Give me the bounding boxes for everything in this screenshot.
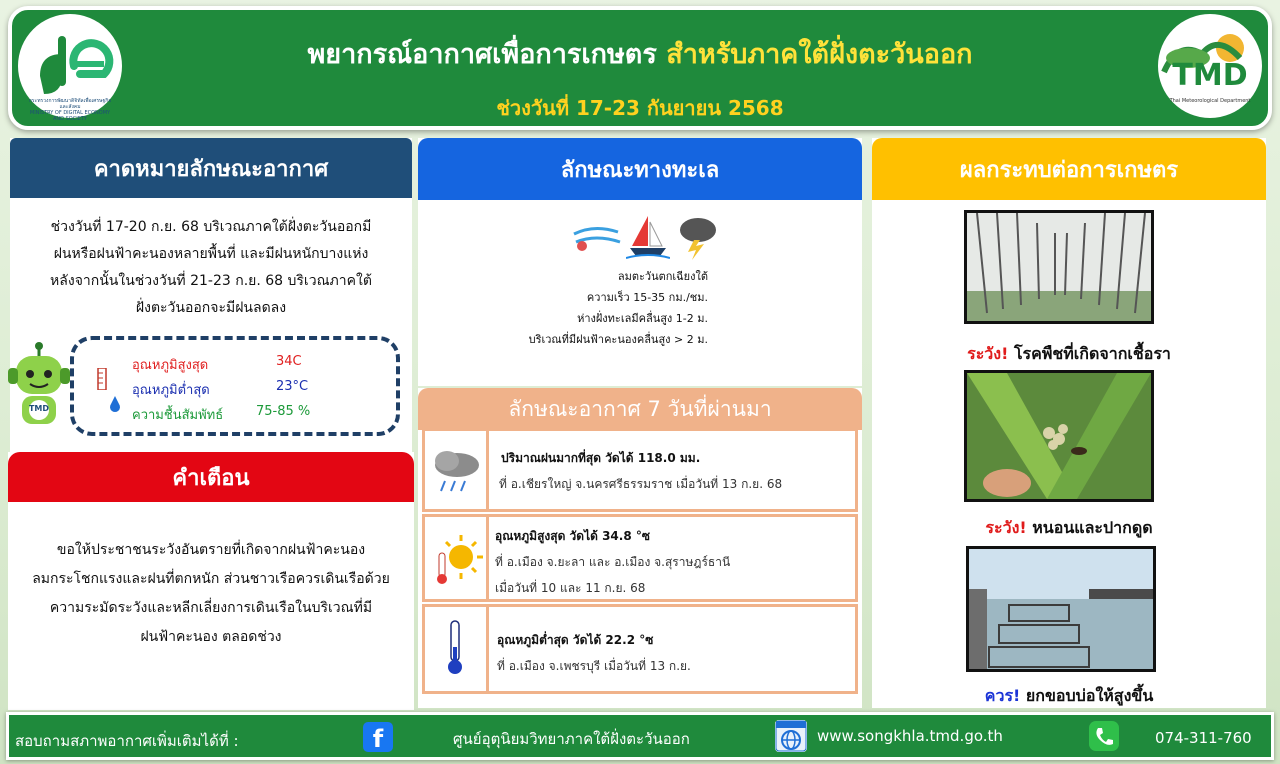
impact-caption-text: ยกขอบบ่อให้สูงขึ้น (1025, 686, 1154, 705)
forecast-line: ฝั่งตะวันออกจะมีฝนลดลง (135, 300, 287, 316)
past-week-row-detail: ที่ อ.เมือง จ.เพชรบุรี เมื่อวันที่ 13 ก.ย. (497, 659, 691, 673)
warning-text (16, 536, 406, 652)
mascot-badge-text: TMD (28, 404, 50, 413)
fish-cage-photo (966, 546, 1156, 672)
sea-line: ลมตะวันตกเฉียงใต้ (617, 270, 708, 283)
past-week-row (422, 428, 858, 512)
header-banner (8, 6, 1272, 130)
sea-heading (418, 138, 862, 200)
warning-panel (8, 452, 414, 710)
website-link[interactable]: www.songkhla.tmd.go.th (817, 727, 1003, 745)
thermometer-cold-icon (425, 607, 489, 691)
forecast-text (20, 214, 402, 322)
impact-caption (872, 342, 1266, 367)
ministry-logo (18, 14, 122, 122)
past-week-row (422, 604, 858, 694)
warning-line: ลมกระโชกแรงและฝนที่ตกหนัก ส่วนชาวเรือควรเดินเรือด้วย (32, 571, 390, 587)
tmd-logo-text: TMD (1172, 58, 1248, 93)
title-main: พยากรณ์อากาศเพื่อการเกษตร (307, 39, 657, 70)
tmd-logo-caption: Thai Meteorological Department (1169, 98, 1251, 104)
past-week-row-detail: ที่ อ.เชียรใหญ่ จ.นครศรีธรรมราช เมื่อวันที่ 13 ก.ย. 68 (499, 477, 783, 491)
impact-caption-prefix: ควร! (984, 686, 1021, 705)
forecast-heading (10, 138, 412, 198)
impact-caption-prefix: ระวัง! (967, 344, 1009, 363)
past-week-heading (418, 388, 862, 430)
max-temp-label: อุณหภูมิสูงสุด (132, 358, 209, 373)
facebook-icon-glyph: f (372, 725, 384, 753)
thermometer-scale-icon (96, 368, 108, 390)
warning-heading-text: คำเตือน (172, 465, 250, 491)
past-week-row-title: อุณหภูมิต่ำสุด วัดได้ 22.2 °ซ (497, 633, 654, 647)
sailboat-icon (626, 214, 670, 260)
ministry-logo-caption: กระทรวงการพัฒนาดิจิทัลเพื่อเศรษฐกิจและสังคม (28, 98, 112, 110)
past-week-row (422, 514, 858, 602)
sun-thermometer-icon (425, 517, 489, 599)
rain-cloud-icon (425, 431, 489, 509)
past-week-heading-text: ลักษณะอากาศ 7 วันที่ผ่านมา (508, 396, 772, 421)
warning-heading (8, 452, 414, 502)
impact-caption-text: หนอนและปากดูด (1032, 518, 1153, 537)
date-range: ช่วงวันที่ 17-23 กันยายน 2568 (496, 96, 784, 120)
rubber-plantation-photo (964, 210, 1154, 324)
impact-heading-text: ผลกระทบต่อการเกษตร (959, 157, 1179, 183)
min-temp-label: อุณหภูมิต่ำสุด (132, 383, 210, 398)
website-icon[interactable] (775, 720, 807, 752)
humidity-label: ความชื้นสัมพัทธ์ (132, 408, 224, 423)
sea-heading-text: ลักษณะทางทะเล (560, 157, 720, 183)
page-title (12, 32, 1268, 75)
storm-icon (674, 214, 722, 260)
impact-caption-text: โรคพืชที่เกิดจากเชื้อรา (1013, 344, 1171, 363)
past-week-row-title: ปริมาณฝนมากที่สุด วัดได้ 118.0 มม. (501, 451, 701, 465)
humidity-value: 75-85 % (256, 404, 311, 419)
tmd-mascot (6, 342, 72, 432)
warning-line: ฝนฟ้าคะนอง ตลอดช่วง (140, 629, 282, 645)
warning-line: ขอให้ประชาชนระวังอันตรายที่เกิดจากฝนฟ้าคะนอง (56, 542, 366, 558)
footer-bar (6, 712, 1274, 760)
tmd-logo (1158, 14, 1262, 118)
climate-summary-box (70, 336, 400, 436)
phone-icon[interactable] (1089, 721, 1119, 751)
ministry-logo-caption-en: MINISTRY OF DIGITAL ECONOMY AND SOCIETY (29, 110, 111, 122)
pest-on-plant-photo (964, 370, 1154, 502)
past-week-row-detail: เมื่อวันที่ 10 และ 11 ก.ย. 68 (495, 581, 646, 595)
water-drop-icon (108, 394, 122, 414)
past-week-row-detail: ที่ อ.เมือง จ.ยะลา และ อ.เมือง จ.สุราษฎร์ธานี (495, 555, 731, 569)
forecast-heading-text: คาดหมายลักษณะอากาศ (93, 156, 329, 182)
forecast-line: ช่วงวันที่ 17-20 ก.ย. 68 บริเวณภาคใต้ฝั่งตะวันออกมี (50, 219, 372, 235)
facebook-icon[interactable] (363, 722, 393, 752)
impact-caption-prefix: ระวัง! (985, 518, 1027, 537)
wind-icon (570, 220, 624, 256)
min-temp-value: 23°C (276, 379, 309, 394)
impact-heading (872, 138, 1266, 200)
sea-line: บริเวณที่มีฝนฟ้าคะนองคลื่นสูง > 2 ม. (528, 333, 708, 346)
forecast-line: หลังจากนั้นในช่วงวันที่ 21-23 ก.ย. 68 บริเวณภาคใต้ (50, 273, 372, 289)
inquiry-text: สอบถามสภาพอากาศเพิ่มเติมได้ที่ : (15, 732, 239, 750)
impact-caption (872, 516, 1266, 541)
max-temp-value: 34C (276, 354, 302, 369)
center-name-link[interactable]: ศูนย์อุตุนิยมวิทยาภาคใต้ฝั่งตะวันออก (453, 730, 690, 748)
impact-caption (872, 684, 1266, 709)
sea-text (430, 266, 708, 350)
sea-line: ห่างฝั่งทะเลมีคลื่นสูง 1-2 ม. (577, 312, 708, 325)
phone-number[interactable]: 074-311-760 (1155, 729, 1252, 747)
forecast-line: ฝนหรือฝนฟ้าคะนองหลายพื้นที่ และมีฝนหนักบางแห่ง (53, 246, 369, 262)
sea-line: ความเร็ว 15-35 กม./ชม. (586, 291, 708, 304)
past-week-row-title: อุณหภูมิสูงสุด วัดได้ 34.8 °ซ (495, 529, 651, 543)
warning-line: ความระมัดระวังและหลีกเลี่ยงการเดินเรือในบริเวณที่มี (49, 600, 373, 616)
title-region: สำหรับภาคใต้ฝั่งตะวันออก (666, 39, 973, 70)
